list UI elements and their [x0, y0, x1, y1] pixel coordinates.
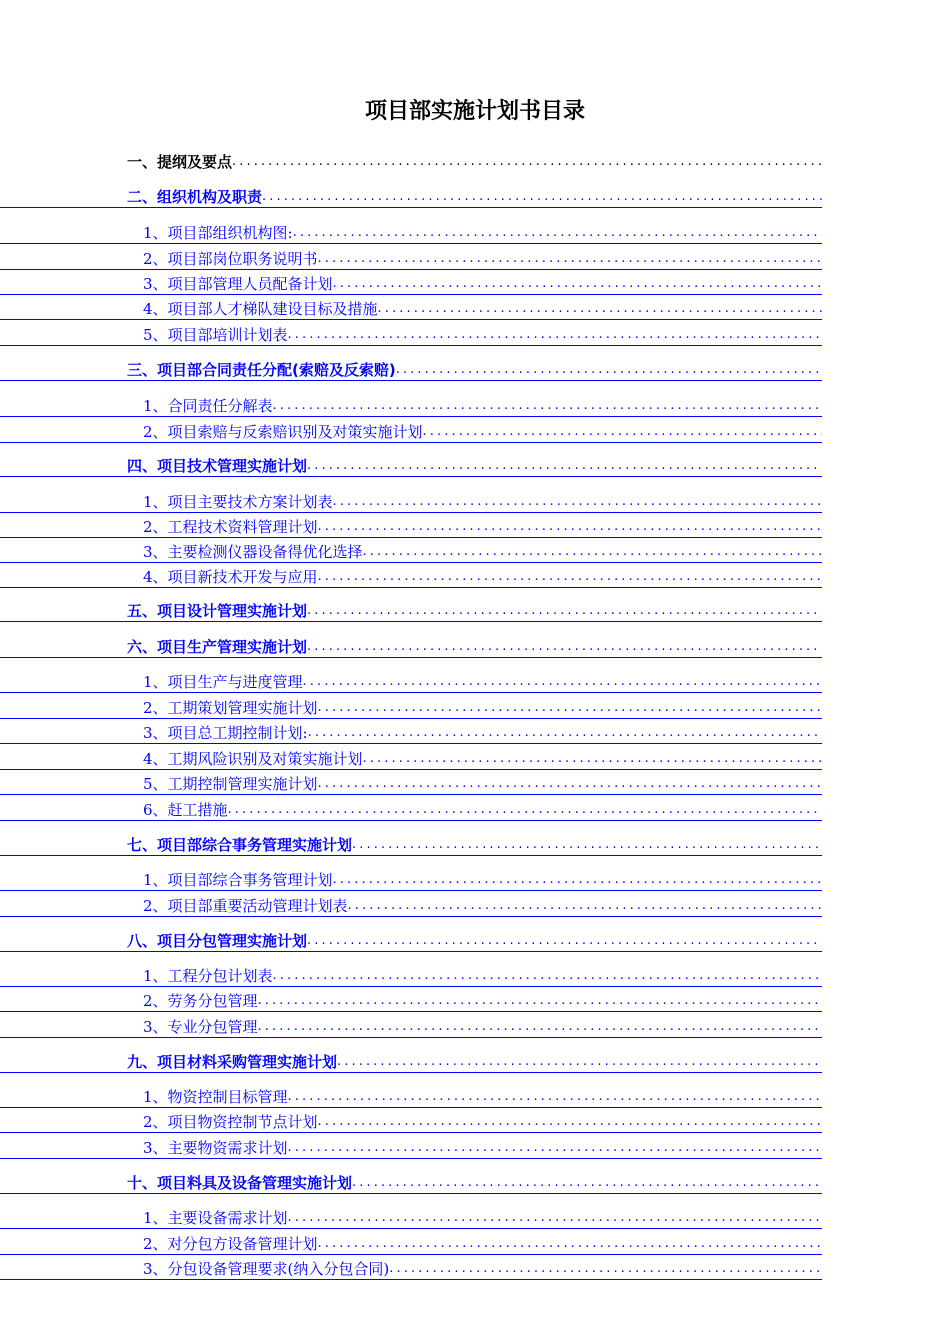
toc-subsection-20[interactable]	[0, 722, 822, 744]
toc-entry-label: 2、对分包方设备管理计划	[143, 1235, 318, 1253]
toc-dot-leader	[337, 1052, 822, 1072]
toc-dot-leader	[307, 637, 822, 657]
toc-subsection-13[interactable]	[0, 516, 822, 538]
toc-subsection-25[interactable]	[0, 869, 822, 891]
toc-dot-leader	[333, 274, 822, 294]
toc-subsection-34[interactable]	[0, 1137, 822, 1159]
toc-subsection-14[interactable]	[0, 541, 822, 563]
toc-entry-label: 二、组织机构及职责	[127, 188, 263, 206]
toc-dot-leader	[232, 152, 822, 172]
toc-dot-leader	[363, 542, 822, 562]
toc-subsection-15[interactable]	[0, 566, 822, 588]
toc-entry-label: 九、项目材料采购管理实施计划	[127, 1053, 338, 1071]
toc-subsection-38[interactable]	[0, 1258, 822, 1280]
toc-dot-leader	[288, 325, 822, 345]
document-title: 项目部实施计划书目录	[364, 99, 585, 124]
toc-subsection-21[interactable]	[0, 748, 822, 770]
toc-dot-leader	[318, 567, 822, 587]
toc-dot-leader	[307, 601, 822, 621]
toc-entry-label: 1、物资控制目标管理	[143, 1088, 288, 1106]
toc-entry-label: 六、项目生产管理实施计划	[127, 638, 308, 656]
toc-entry-label: 2、项目部重要活动管理计划表	[143, 897, 348, 915]
toc-subsection-33[interactable]	[0, 1111, 822, 1133]
toc-entry-label: 八、项目分包管理实施计划	[127, 932, 308, 950]
toc-subsection-19[interactable]	[0, 697, 822, 719]
toc-dot-leader	[258, 1017, 822, 1037]
toc-entry-label: 1、工程分包计划表	[143, 967, 273, 985]
toc-entry-label: 4、项目新技术开发与应用	[143, 568, 318, 586]
toc-section-1	[0, 150, 822, 172]
toc-dot-leader	[352, 1173, 822, 1193]
toc-section-11[interactable]	[0, 455, 822, 477]
toc-dot-leader	[318, 774, 822, 794]
toc-dot-leader	[396, 360, 822, 380]
toc-section-31[interactable]	[0, 1051, 822, 1073]
toc-dot-leader	[378, 299, 822, 319]
toc-dot-leader	[333, 492, 822, 512]
toc-entry-label: 3、项目总工期控制计划:	[143, 724, 308, 742]
toc-dot-leader	[258, 991, 822, 1011]
toc-subsection-9[interactable]	[0, 395, 822, 417]
toc-dot-leader	[228, 800, 822, 820]
toc-subsection-18[interactable]	[0, 671, 822, 693]
toc-dot-leader	[318, 517, 822, 537]
toc-entry-label: 2、工期策划管理实施计划	[143, 699, 318, 717]
toc-subsection-26[interactable]	[0, 895, 822, 917]
toc-entry-label: 2、劳务分包管理	[143, 992, 258, 1010]
toc-entry-label: 3、分包设备管理要求(纳入分包合同)	[143, 1260, 390, 1278]
toc-dot-leader	[307, 931, 822, 951]
toc-entry-label: 1、项目部综合事务管理计划	[143, 871, 333, 889]
toc-entry-label: 3、项目部管理人员配备计划	[143, 275, 333, 293]
toc-subsection-29[interactable]	[0, 990, 822, 1012]
toc-dot-leader	[318, 1112, 822, 1132]
toc-dot-leader	[288, 1087, 822, 1107]
toc-subsection-7[interactable]	[0, 324, 822, 346]
toc-dot-leader	[273, 396, 822, 416]
toc-entry-label: 5、工期控制管理实施计划	[143, 775, 318, 793]
toc-section-17[interactable]	[0, 636, 822, 658]
toc-entry-label: 一、提纲及要点	[127, 153, 233, 171]
toc-entry-label: 三、项目部合同责任分配(索赔及反索赔)	[127, 361, 396, 379]
toc-entry-label: 3、专业分包管理	[143, 1018, 258, 1036]
toc-section-2[interactable]	[0, 186, 822, 208]
toc-entry-label: 5、项目部培训计划表	[143, 326, 288, 344]
toc-entry-label: 1、项目生产与进度管理	[143, 673, 303, 691]
toc-entry-label: 3、主要检测仪器设备得优化选择	[143, 543, 363, 561]
toc-dot-leader	[308, 723, 822, 743]
toc-entry-label: 2、项目物资控制节点计划	[143, 1113, 318, 1131]
toc-entry-label: 2、项目索赔与反索赔识别及对策实施计划	[143, 423, 423, 441]
toc-section-24[interactable]	[0, 834, 822, 856]
toc-dot-leader	[288, 1138, 822, 1158]
toc-dot-leader	[423, 422, 822, 442]
toc-subsection-36[interactable]	[0, 1207, 822, 1229]
toc-subsection-10[interactable]	[0, 421, 822, 443]
toc-section-27[interactable]	[0, 930, 822, 952]
toc-dot-leader	[273, 966, 822, 986]
toc-dot-leader	[318, 249, 822, 269]
toc-dot-leader	[262, 187, 822, 207]
toc-entry-label: 2、工程技术资料管理计划	[143, 518, 318, 536]
toc-subsection-5[interactable]	[0, 273, 822, 295]
toc-dot-leader	[318, 1234, 822, 1254]
toc-entry-label: 1、主要设备需求计划	[143, 1209, 288, 1227]
toc-subsection-37[interactable]	[0, 1233, 822, 1255]
toc-section-16[interactable]	[0, 600, 822, 622]
toc-dot-leader	[363, 749, 822, 769]
toc-subsection-23[interactable]	[0, 799, 822, 821]
toc-dot-leader	[348, 896, 822, 916]
toc-subsection-30[interactable]	[0, 1016, 822, 1038]
toc-dot-leader	[288, 1208, 822, 1228]
toc-dot-leader	[293, 223, 822, 243]
toc-entry-label: 七、项目部综合事务管理实施计划	[127, 836, 353, 854]
toc-entry-label: 2、项目部岗位职务说明书	[143, 250, 318, 268]
toc-dot-leader	[352, 835, 822, 855]
toc-entry-label: 十、项目料具及设备管理实施计划	[127, 1174, 353, 1192]
toc-dot-leader	[303, 672, 822, 692]
toc-entry-label: 1、项目部组织机构图:	[143, 224, 293, 242]
toc-dot-leader	[389, 1259, 822, 1279]
toc-section-8[interactable]	[0, 359, 822, 381]
toc-entry-label: 3、主要物资需求计划	[143, 1139, 288, 1157]
toc-entry-label: 6、赶工措施	[143, 801, 228, 819]
toc-section-35[interactable]	[0, 1172, 822, 1194]
toc-dot-leader	[333, 870, 822, 890]
toc-dot-leader	[318, 698, 822, 718]
toc-entry-label: 4、项目部人才梯队建设目标及措施	[143, 300, 378, 318]
toc-dot-leader	[307, 456, 822, 476]
toc-entry-label: 五、项目设计管理实施计划	[127, 602, 308, 620]
toc-subsection-28[interactable]	[0, 965, 822, 987]
toc-subsection-3[interactable]	[0, 222, 822, 244]
toc-subsection-4[interactable]	[0, 248, 822, 270]
toc-entry-label: 1、项目主要技术方案计划表	[143, 493, 333, 511]
toc-entry-label: 1、合同责任分解表	[143, 397, 273, 415]
toc-subsection-12[interactable]	[0, 491, 822, 513]
toc-entry-label: 四、项目技术管理实施计划	[127, 457, 308, 475]
toc-entry-label: 4、工期风险识别及对策实施计划	[143, 750, 363, 768]
toc-subsection-6[interactable]	[0, 298, 822, 320]
toc-subsection-22[interactable]	[0, 773, 822, 795]
toc-subsection-32[interactable]	[0, 1086, 822, 1108]
